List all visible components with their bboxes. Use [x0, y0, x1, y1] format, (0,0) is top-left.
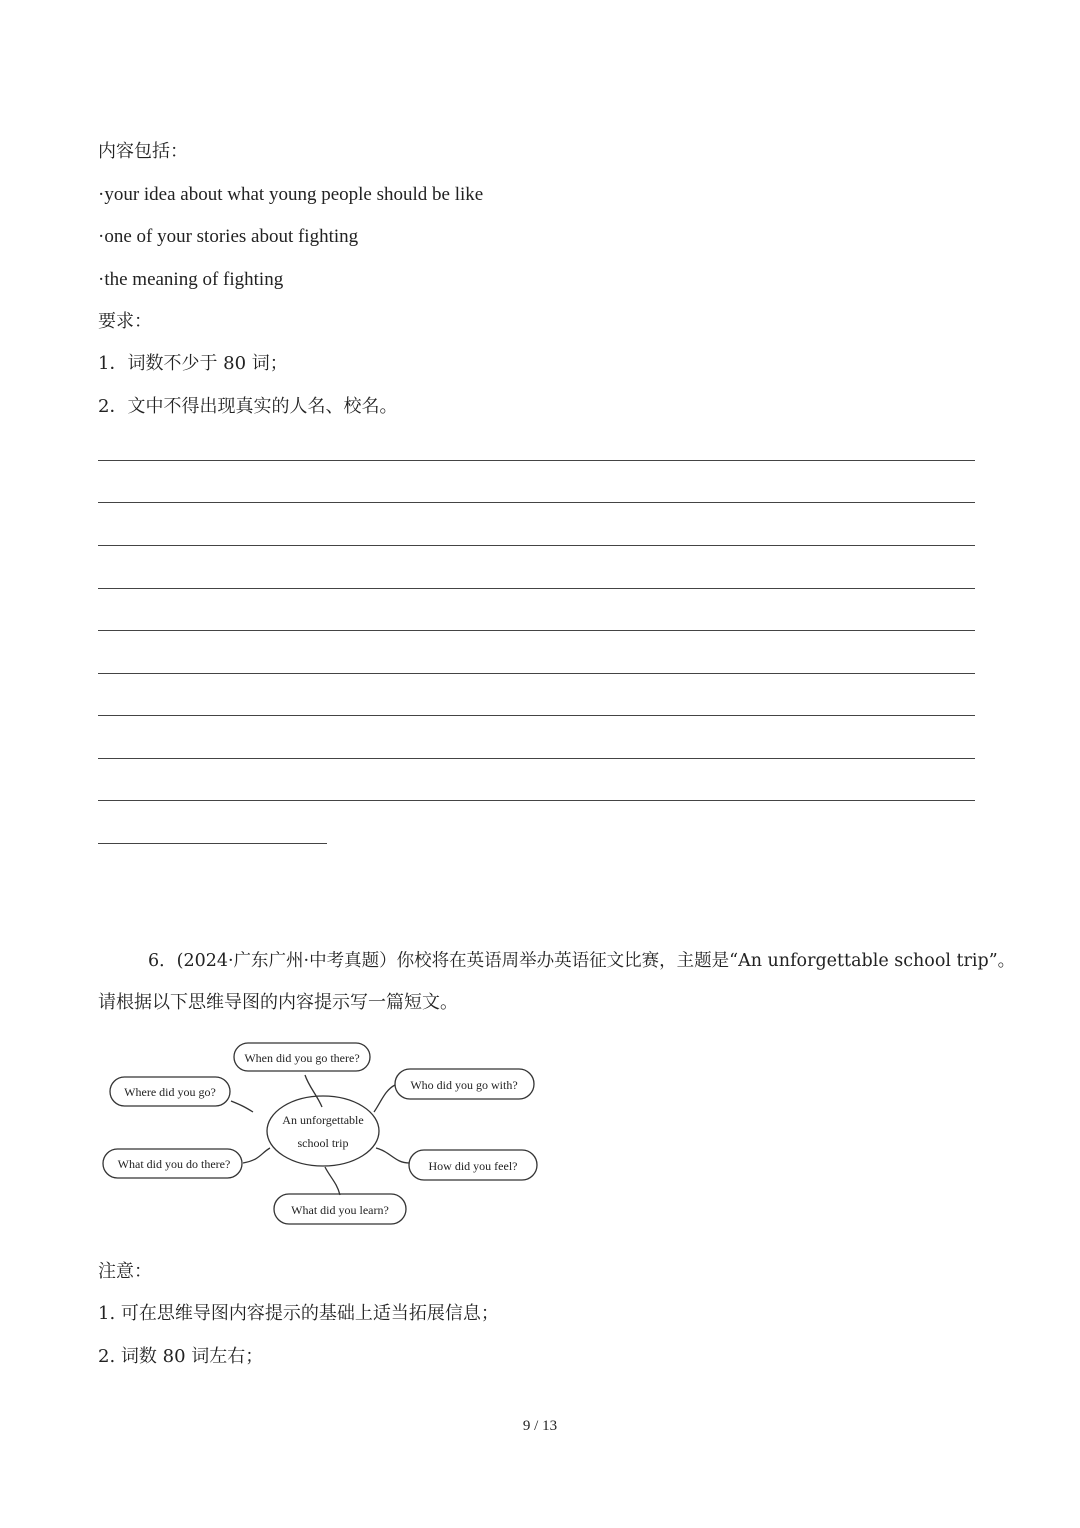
mind-map-node-text: How did you feel? — [428, 1159, 518, 1173]
writing-line[interactable] — [98, 758, 975, 759]
writing-line[interactable] — [98, 460, 975, 461]
writing-line[interactable] — [98, 502, 975, 503]
question-6-line1: 6．(2024·广东广州·中考真题）你校将在英语周举办英语征文比赛，主题是“An unforgettable school trip”。 — [148, 951, 1016, 971]
requirement-item: 1．词数不少于 80 词； — [98, 353, 288, 374]
writing-line[interactable] — [98, 800, 975, 801]
note-item: 1. 可在思维导图内容提示的基础上适当拓展信息； — [98, 1303, 499, 1324]
question-6-line2: 请根据以下思维导图的内容提示写一篇短文。 — [98, 992, 458, 1013]
requirement-item: 2．文中不得出现真实的人名、校名。 — [98, 396, 398, 417]
requirements-header: 要求： — [98, 311, 152, 332]
writing-line[interactable] — [98, 715, 975, 716]
mind-map-node-text: Where did you go? — [124, 1085, 216, 1099]
writing-line[interactable] — [98, 673, 975, 674]
mind-map-node-text: What did you do there? — [117, 1157, 231, 1171]
bullet-item: ·one of your stories about fighting — [98, 226, 359, 247]
page-number: 9 / 13 — [522, 1418, 558, 1434]
mind-map-center-text: An unforgettable — [282, 1113, 364, 1127]
mind-map-center — [267, 1096, 379, 1166]
writing-line[interactable] — [98, 588, 975, 589]
mind-map-node-text: Who did you go with? — [410, 1078, 518, 1092]
notes-header: 注意： — [98, 1261, 152, 1282]
mind-map-node-text: What did you learn? — [291, 1203, 389, 1217]
writing-line[interactable] — [98, 630, 975, 631]
mind-map — [95, 1035, 555, 1230]
mind-map-center-text: school trip — [297, 1136, 349, 1150]
mind-map-node-text: When did you go there? — [244, 1051, 360, 1065]
bullet-item: ·your idea about what young people should be like — [98, 184, 484, 205]
note-item: 2. 词数 80 词左右； — [98, 1346, 264, 1367]
content-header: 内容包括： — [98, 141, 188, 162]
writing-line[interactable] — [98, 545, 975, 546]
bullet-item: ·the meaning of fighting — [98, 269, 284, 290]
writing-line-short[interactable] — [98, 843, 327, 844]
